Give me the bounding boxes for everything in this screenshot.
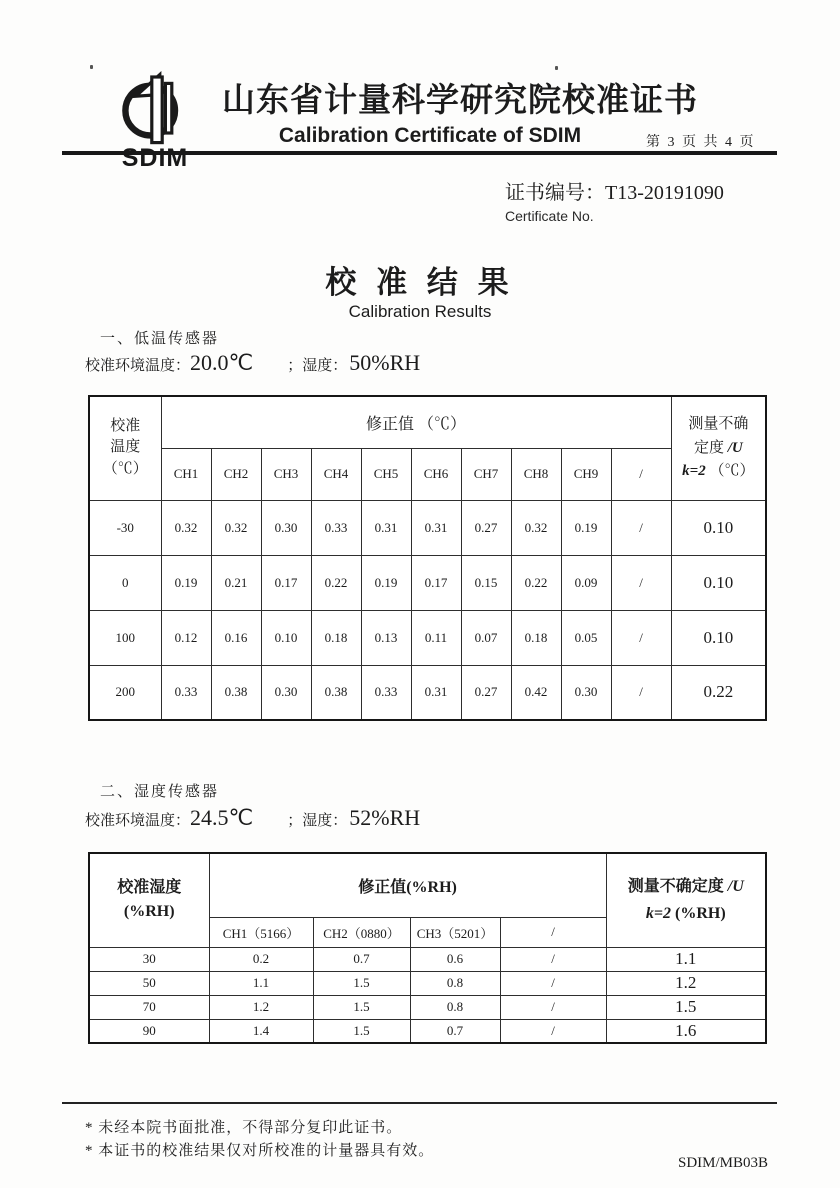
row-header-cell: 200 (89, 665, 161, 720)
value-cell: / (611, 555, 671, 610)
results-title-en: Calibration Results (348, 302, 492, 321)
humidity-sensor-table (88, 852, 767, 1044)
value-cell: 0.32 (511, 500, 561, 555)
value-cell: 0.22 (311, 555, 361, 610)
results-title-zh: 校 准 结 果 (325, 265, 515, 300)
value-cell: 1.2 (606, 971, 766, 995)
certificate-number-label: 证书编号： (505, 182, 605, 204)
table1-corner-header: 校准 温度 （℃） (89, 396, 161, 500)
value-cell: 0.10 (671, 555, 766, 610)
value-cell: / (500, 1019, 606, 1043)
table-row (89, 1019, 766, 1043)
value-cell: 1.2 (209, 995, 313, 1019)
env-temp-label: 校准环境温度： (85, 358, 191, 374)
channel-header: CH2（0880） (313, 917, 410, 947)
row-header-cell: 0 (89, 555, 161, 610)
value-cell: 0.17 (261, 555, 311, 610)
value-cell: 0.33 (311, 500, 361, 555)
footer-divider (62, 1102, 777, 1104)
value-cell: 0.18 (511, 610, 561, 665)
value-cell: / (611, 610, 671, 665)
value-cell: 0.8 (410, 971, 500, 995)
channel-header: CH3（5201） (410, 917, 500, 947)
certificate-title-zh: 山东省计量科学研究院校准证书 (222, 83, 698, 119)
value-cell: 0.17 (411, 555, 461, 610)
table2-corner-header: 校准湿度 (%RH) (89, 853, 209, 947)
channel-header: CH1（5166） (209, 917, 313, 947)
value-cell: 0.05 (561, 610, 611, 665)
section1-environment (85, 350, 420, 376)
value-cell: 1.5 (313, 1019, 410, 1043)
channel-header: CH1 (161, 448, 211, 500)
value-cell: 0.15 (461, 555, 511, 610)
env-temp-value: 24.5℃ (190, 805, 254, 830)
value-cell: 1.5 (313, 995, 410, 1019)
value-cell: 0.31 (411, 665, 461, 720)
value-cell: 0.38 (311, 665, 361, 720)
certificate-number-block (505, 176, 724, 224)
channel-header: CH4 (311, 448, 361, 500)
value-cell: 0.10 (671, 610, 766, 665)
table2-uncertainty-header: 测量不确定度 /U k=2 (%RH) (606, 853, 766, 947)
table2-correction-header: 修正值(%RH) (209, 853, 606, 917)
page-number: 第 3 页 共 4 页 (646, 135, 756, 150)
value-cell: 1.6 (606, 1019, 766, 1043)
value-cell: 0.18 (311, 610, 361, 665)
channel-header: CH2 (211, 448, 261, 500)
value-cell: 0.13 (361, 610, 411, 665)
channel-header: CH7 (461, 448, 511, 500)
env-hum-label: 湿度： (302, 813, 348, 829)
sdim-logo (94, 68, 216, 173)
value-cell: 0.30 (561, 665, 611, 720)
row-header-cell: 100 (89, 610, 161, 665)
section2-heading: 二、湿度传感器 (100, 784, 220, 800)
header-divider (62, 151, 777, 155)
channel-header: / (611, 448, 671, 500)
row-header-cell: 70 (89, 995, 209, 1019)
value-cell: 0.16 (211, 610, 261, 665)
value-cell: 0.31 (361, 500, 411, 555)
value-cell: 0.27 (461, 500, 511, 555)
value-cell: 0.7 (313, 947, 410, 971)
scan-speck (90, 65, 93, 69)
table-row (89, 665, 766, 720)
value-cell: 0.22 (511, 555, 561, 610)
certificate-title-en: Calibration Certificate of SDIM (278, 124, 582, 147)
table1-uncertainty-header: 测量不确 定度 /U k=2 （℃） (671, 396, 766, 500)
value-cell: / (500, 995, 606, 1019)
env-temp-value: 20.0℃ (190, 350, 254, 375)
certificate-number: T13-20191090 (605, 182, 724, 204)
value-cell: 0.10 (671, 500, 766, 555)
value-cell: / (611, 500, 671, 555)
env-hum-label: 湿度： (302, 358, 348, 374)
value-cell: 0.22 (671, 665, 766, 720)
channel-header: CH6 (411, 448, 461, 500)
low-temp-sensor-table (88, 395, 767, 721)
channel-header: CH5 (361, 448, 411, 500)
footer-note-1: * 未经本院书面批准，不得部分复印此证书。 (85, 1120, 403, 1136)
value-cell: 0.32 (211, 500, 261, 555)
value-cell: 0.6 (410, 947, 500, 971)
section2-environment (85, 805, 420, 831)
logo-label: SDIM (121, 144, 189, 172)
table-row (89, 995, 766, 1019)
value-cell: 0.09 (561, 555, 611, 610)
env-hum-value: 52%RH (349, 805, 421, 830)
table-row (89, 500, 766, 555)
value-cell: / (500, 971, 606, 995)
footer-note-2: * 本证书的校准结果仅对所校准的计量器具有效。 (85, 1143, 435, 1159)
value-cell: 0.2 (209, 947, 313, 971)
value-cell: 1.1 (209, 971, 313, 995)
value-cell: 0.07 (461, 610, 511, 665)
value-cell: 0.7 (410, 1019, 500, 1043)
row-header-cell: 90 (89, 1019, 209, 1043)
channel-header: CH3 (261, 448, 311, 500)
value-cell: 0.33 (161, 665, 211, 720)
table1-correction-header: 修正值 （℃） (161, 396, 671, 448)
value-cell: 0.12 (161, 610, 211, 665)
scan-speck (555, 66, 558, 70)
value-cell: 0.42 (511, 665, 561, 720)
channel-header: / (500, 917, 606, 947)
channel-header: CH9 (561, 448, 611, 500)
value-cell: 1.5 (313, 971, 410, 995)
section1-heading: 一、低温传感器 (100, 331, 220, 347)
value-cell: 0.32 (161, 500, 211, 555)
value-cell: 0.10 (261, 610, 311, 665)
env-temp-label: 校准环境温度： (85, 813, 191, 829)
env-separator: ； (287, 358, 303, 374)
value-cell: 0.11 (411, 610, 461, 665)
value-cell: 0.21 (211, 555, 261, 610)
value-cell: 0.19 (161, 555, 211, 610)
table-row (89, 947, 766, 971)
document-code: SDIM/MB03B (678, 1155, 769, 1171)
value-cell: 0.31 (411, 500, 461, 555)
value-cell: 0.27 (461, 665, 511, 720)
value-cell: 1.4 (209, 1019, 313, 1043)
table-row (89, 610, 766, 665)
value-cell: 0.19 (561, 500, 611, 555)
env-hum-value: 50%RH (349, 350, 421, 375)
table-row (89, 555, 766, 610)
channel-header: CH8 (511, 448, 561, 500)
value-cell: / (500, 947, 606, 971)
value-cell: 0.33 (361, 665, 411, 720)
table-row (89, 971, 766, 995)
value-cell: 1.1 (606, 947, 766, 971)
value-cell: 0.30 (261, 665, 311, 720)
value-cell: / (611, 665, 671, 720)
value-cell: 0.19 (361, 555, 411, 610)
value-cell: 0.8 (410, 995, 500, 1019)
sdim-logo-icon (115, 68, 195, 150)
env-separator: ； (287, 813, 303, 829)
row-header-cell: 30 (89, 947, 209, 971)
value-cell: 0.30 (261, 500, 311, 555)
row-header-cell: 50 (89, 971, 209, 995)
certificate-number-label-en: Certificate No. (505, 208, 594, 224)
row-header-cell: -30 (89, 500, 161, 555)
value-cell: 0.38 (211, 665, 261, 720)
value-cell: 1.5 (606, 995, 766, 1019)
